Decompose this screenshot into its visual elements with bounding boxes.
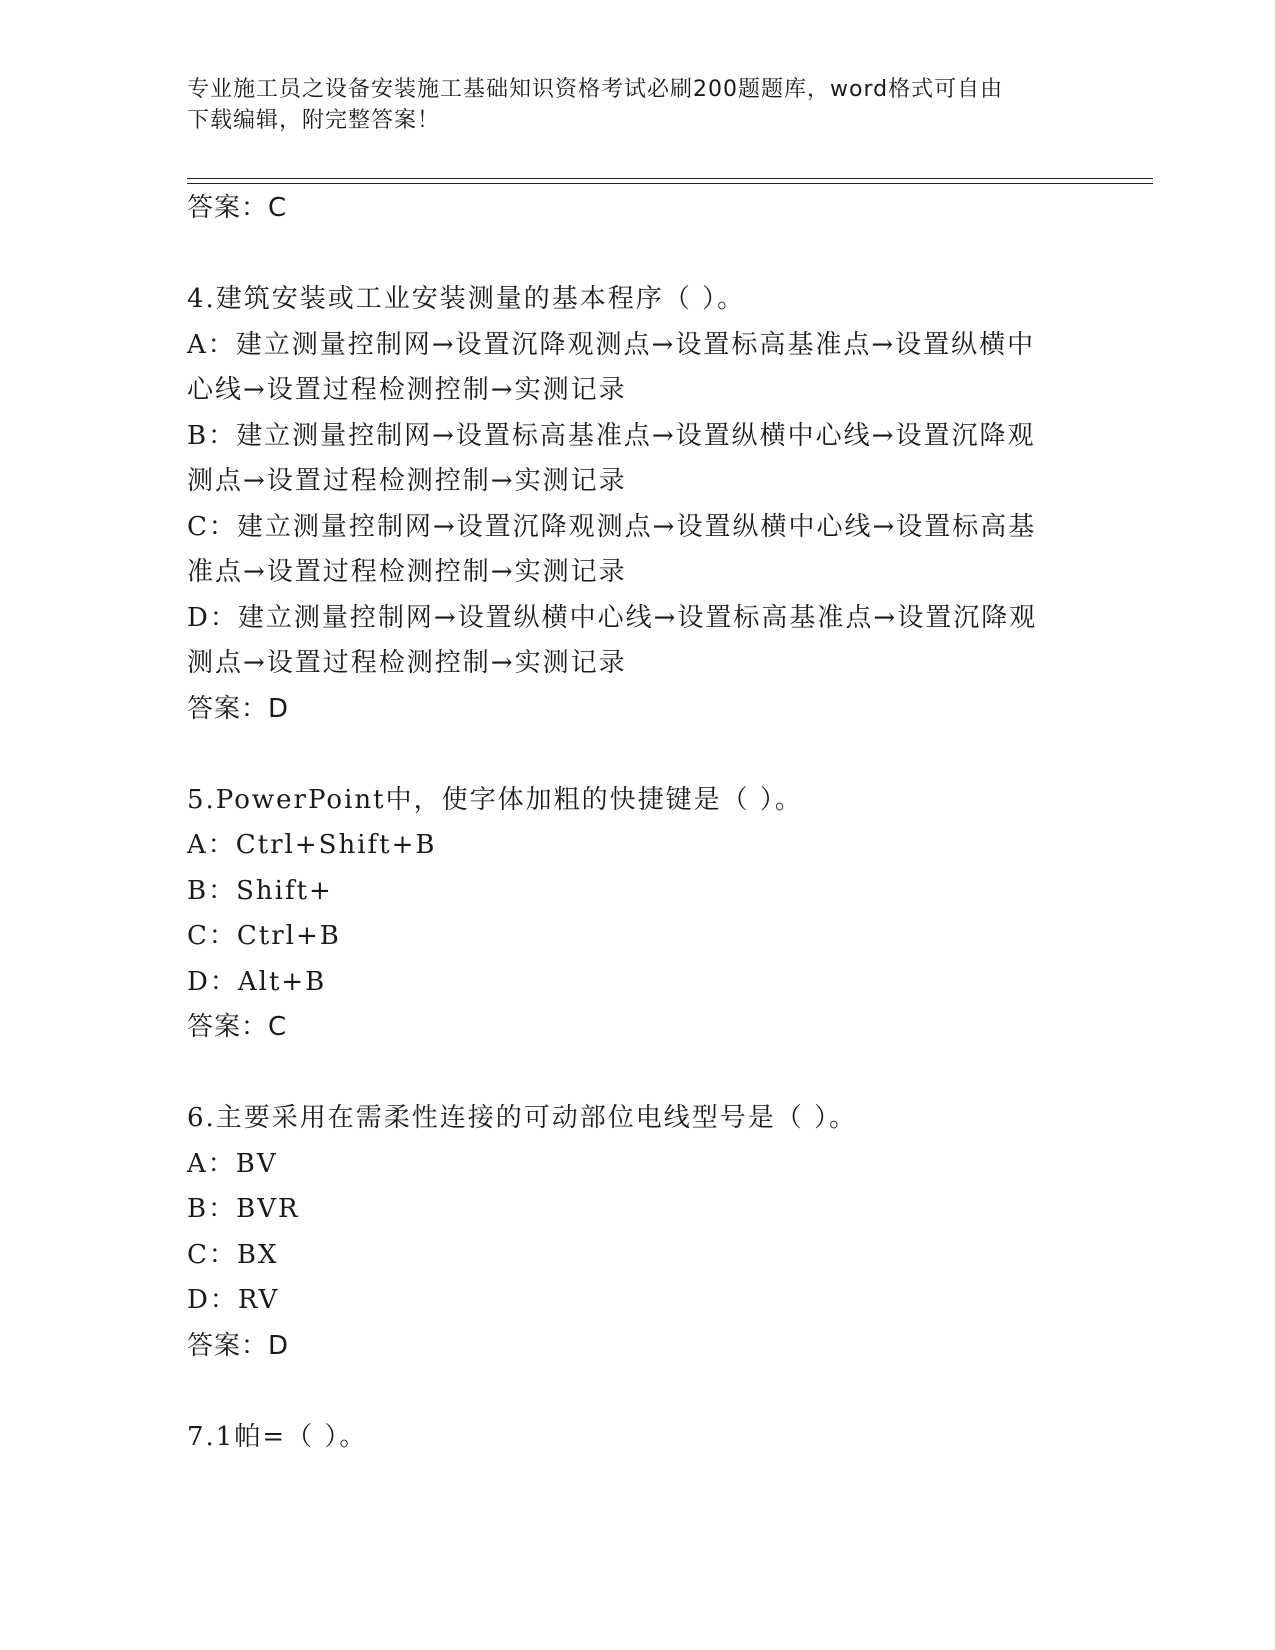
header-line-1: 专业施工员之设备安装施工基础知识资格考试必刷200题题库，word格式可自由 bbox=[187, 77, 1004, 102]
spacer bbox=[187, 1051, 1067, 1097]
answer-q3: 答案：C bbox=[187, 193, 288, 223]
question-5-option-c: C：Ctrl+B bbox=[187, 921, 341, 951]
question-5-stem: 5.PowerPoint中，使字体加粗的快捷键是（ ）。 bbox=[187, 784, 803, 815]
question-4-option-d-line-1: D：建立测量控制网→设置纵横中心线→设置标高基准点→设置沉降观 bbox=[187, 602, 1038, 633]
question-6-option-c: C：BX bbox=[187, 1239, 279, 1270]
question-4-option-b-line-2: 测点→设置过程检测控制→实测记录 bbox=[187, 466, 627, 496]
question-6-option-d: D：RV bbox=[187, 1285, 280, 1315]
question-4-option-c-line-2: 准点→设置过程检测控制→实测记录 bbox=[187, 557, 627, 587]
answer-q6: 答案：D bbox=[187, 1330, 290, 1361]
header-rule-bottom bbox=[187, 183, 1153, 184]
header-line-2: 下载编辑，附完整答案！ bbox=[187, 108, 441, 133]
answer-q5: 答案：C bbox=[187, 1012, 288, 1042]
spacer bbox=[187, 732, 1067, 778]
question-6-option-b: B：BVR bbox=[187, 1194, 300, 1224]
spacer bbox=[187, 1369, 1067, 1415]
question-5-option-d: D：Alt+B bbox=[187, 966, 327, 997]
question-4-option-a-line-2: 心线→设置过程检测控制→实测记录 bbox=[187, 375, 627, 405]
question-6-stem: 6.主要采用在需柔性连接的可动部位电线型号是（ ）。 bbox=[187, 1103, 858, 1133]
question-4-stem: 4.建筑安装或工业安装测量的基本程序（ ）。 bbox=[187, 284, 746, 314]
spacer bbox=[187, 232, 1067, 278]
question-7-stem: 7.1帕=（ ）。 bbox=[187, 1421, 368, 1452]
question-4-option-c-line-1: C：建立测量控制网→设置沉降观测点→设置纵横中心线→设置标高基 bbox=[187, 511, 1037, 542]
document-body bbox=[187, 186, 1067, 1460]
page-header bbox=[187, 74, 1067, 136]
question-5-option-a: A：Ctrl+Shift+B bbox=[187, 830, 437, 860]
question-4-option-d-line-2: 测点→设置过程检测控制→实测记录 bbox=[187, 648, 627, 678]
question-6-option-a: A：BV bbox=[187, 1148, 278, 1179]
header-rule-top bbox=[187, 178, 1153, 179]
question-4-option-a-line-1: A：建立测量控制网→设置沉降观测点→设置标高基准点→设置纵横中 bbox=[187, 329, 1036, 360]
question-4-option-b-line-1: B：建立测量控制网→设置标高基准点→设置纵横中心线→设置沉降观 bbox=[187, 420, 1036, 451]
question-5-option-b: B：Shift+ bbox=[187, 875, 333, 906]
answer-q4: 答案：D bbox=[187, 693, 290, 724]
